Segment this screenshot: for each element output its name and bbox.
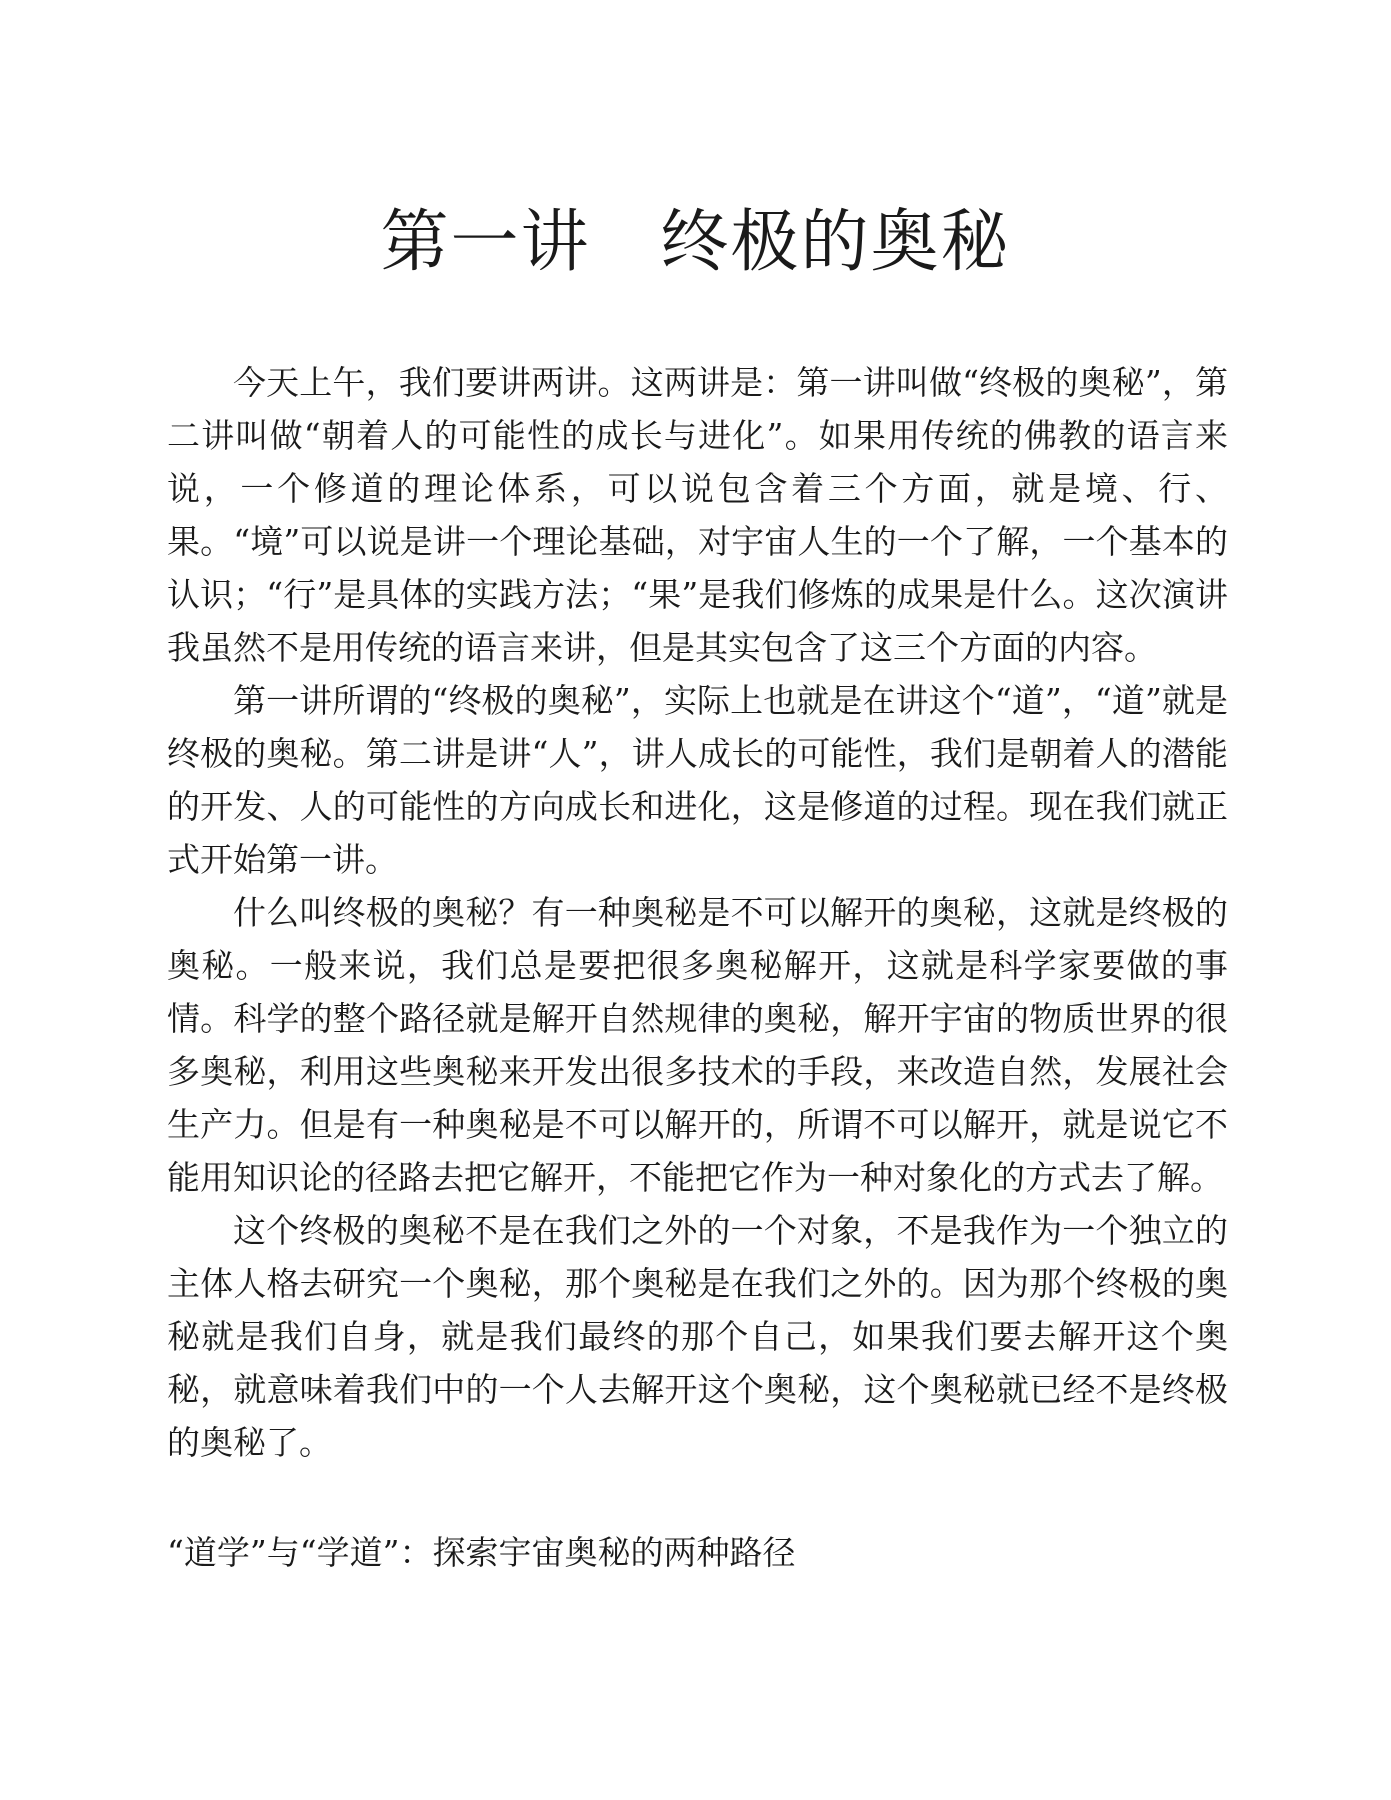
paragraph: 第一讲所谓的“终极的奥秘”，实际上也就是在讲这个“道”，“道”就是终极的奥秘。第二讲是讲“人”，讲人成长的可能性，我们是朝着人的潜能的开发、人的可能性的方向成长和进化，这是修道的过程。现在我们就正式开始第一讲。 bbox=[167, 681, 1228, 879]
paragraph: 今天上午，我们要讲两讲。这两讲是：第一讲叫做“终极的奥秘”，第二讲叫做“朝着人的可能性的成长与进化”。如果用传统的佛教的语言来说，一个修道的理论体系，可以说包含着三个方面，就是境、行、果。“境”可以说是讲一个理论基础，对宇宙人生的一个了解，一个基本的认识；“行”是具体的实践方法；“果”是我们修炼的成果是什么。这次演讲我虽然不是用传统的语言来讲，但是其实包含了这三个方面的内容。 bbox=[167, 363, 1228, 667]
paragraph: 什么叫终极的奥秘？有一种奥秘是不可以解开的奥秘，这就是终极的奥秘。一般来说，我们总是要把很多奥秘解开，这就是科学家要做的事情。科学的整个路径就是解开自然规律的奥秘，解开宇宙的物质世界的很多奥秘，利用这些奥秘来开发出很多技术的手段，来改造自然，发展社会生产力。但是有一种奥秘是不可以解开的，所谓不可以解开，就是说它不能用知识论的径路去把它解开，不能把它作为一种对象化的方式去了解。 bbox=[167, 893, 1228, 1197]
paragraph: 这个终极的奥秘不是在我们之外的一个对象，不是我作为一个独立的主体人格去研究一个奥秘，那个奥秘是在我们之外的。因为那个终极的奥秘就是我们自身，就是我们最终的那个自己，如果我们要去解开这个奥秘，就意味着我们中的一个人去解开这个奥秘，这个奥秘就已经不是终极的奥秘了。 bbox=[167, 1211, 1228, 1462]
chapter-title: 第一讲 终极的奥秘 bbox=[380, 203, 1011, 282]
body-text bbox=[167, 356, 1228, 1469]
section-heading: “道学”与“学道”：探索宇宙奥秘的两种路径 bbox=[167, 1533, 796, 1572]
